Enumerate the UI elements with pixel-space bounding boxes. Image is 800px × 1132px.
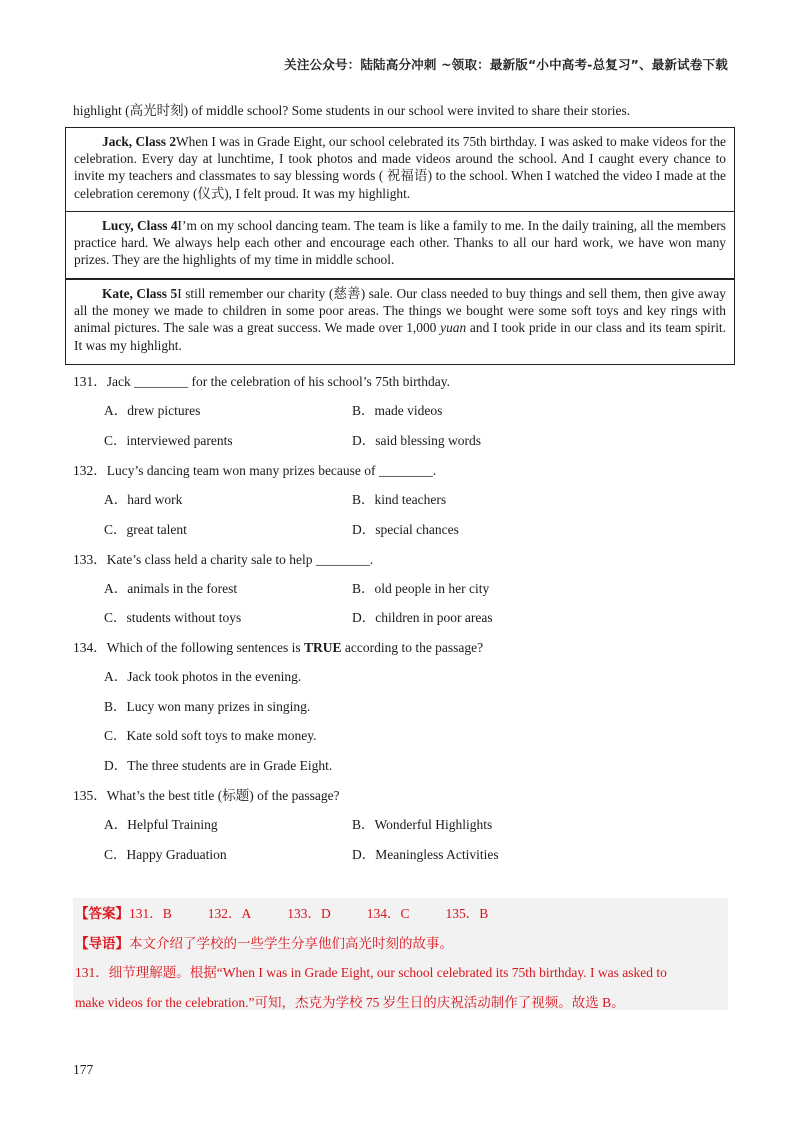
answer-explanation-line-1: 131．细节理解题。根据“When I was in Grade Eight, our school celebrated its 75th birthday. I was asked to — [75, 965, 667, 980]
option-135-b[interactable]: B．Wonderful Highlights — [352, 817, 493, 832]
story-text: I’m on my school dancing team. The team is like a family to me. In the daily training, all the members practice hard. We always help each other and encourage each other. Thanks to all our hard work, we have won many prizes. They are the highlights of my time in middle school. — [74, 218, 726, 268]
option-133-b[interactable]: B．old people in her city — [352, 581, 490, 596]
answer-label: 【答案】 — [75, 906, 129, 921]
option-131-d[interactable]: D．said blessing words — [352, 433, 481, 448]
story-text-end: and I took pride in our class and its team spirit. It was my highlight. — [74, 320, 726, 353]
story-name: Lucy, Class 4 — [102, 218, 178, 233]
question-133: 133．Kate’s class held a charity sale to help ________. — [73, 552, 374, 567]
answer-explanation-line-2: make videos for the celebration.”可知，杰克为学校 75 岁生日的庆祝活动制作了视频。故选 B。 — [75, 995, 625, 1010]
option-132-d[interactable]: D．special chances — [352, 522, 459, 537]
option-135-d[interactable]: D．Meaningless Activities — [352, 847, 499, 862]
question-132: 132．Lucy’s dancing team won many prizes because of ________. — [73, 463, 437, 478]
currency-word: yuan — [440, 320, 467, 336]
option-131-c[interactable]: C．interviewed parents — [104, 433, 233, 448]
option-134-d[interactable]: D．The three students are in Grade Eight. — [104, 758, 333, 773]
page-header: 关注公众号：陆陆高分冲刺 ~领取：最新版“小中高考-总复习”、最新试卷下载 — [284, 57, 728, 72]
option-133-d[interactable]: D．children in poor areas — [352, 610, 493, 625]
guide-label: 【导语】 — [75, 936, 129, 951]
story-text: When I was in Grade Eight, our school celebrated its 75th birthday. I was asked to make videos for the celebration. Every day at lunchtime, I took photos and made videos around the school. And I caught every chance to invite my teachers and classmates to say blessing words ( 祝福语) to the school. When I watched the video I made at the celebration ceremony (仪式), I felt proud. It was my highlight. — [74, 134, 726, 201]
answer-guide: 【导语】本文介绍了学校的一些学生分享他们高光时刻的故事。 — [75, 936, 453, 951]
story-text: I still remember our charity (慈善) sale. Our class needed to buy things and sell them, then give away all the money we made to children in some poor areas. The things we bought were some soft toys and key rings with animal pictures. The sale was a great success. We made over 1,000 — [74, 286, 726, 336]
option-134-a[interactable]: A．Jack took photos in the evening. — [104, 669, 302, 684]
option-135-a[interactable]: A．Helpful Training — [104, 817, 218, 832]
story-box-lucy — [65, 211, 735, 279]
option-135-c[interactable]: C．Happy Graduation — [104, 847, 227, 862]
option-132-c[interactable]: C．great talent — [104, 522, 187, 537]
option-131-b[interactable]: B．made videos — [352, 403, 443, 418]
question-135: 135．What’s the best title (标题) of the passage? — [73, 788, 340, 803]
true-keyword: TRUE — [303, 640, 342, 655]
story-box-kate — [65, 279, 735, 365]
page-number: 177 — [73, 1062, 94, 1077]
story-name: Kate, Class 5 — [102, 286, 178, 301]
option-132-a[interactable]: A．hard work — [104, 492, 183, 507]
story-box-jack — [65, 127, 735, 212]
option-131-a[interactable]: A．drew pictures — [104, 403, 201, 418]
option-134-c[interactable]: C．Kate sold soft toys to make money. — [104, 728, 317, 743]
option-133-a[interactable]: A．animals in the forest — [104, 581, 238, 596]
option-133-c[interactable]: C．students without toys — [104, 610, 242, 625]
question-134: 134．Which of the following sentences is TRUE according to the passage? — [73, 640, 484, 655]
intro-line: highlight (高光时刻) of middle school? Some students in our school were invited to share their stories. — [73, 103, 631, 118]
question-131: 131．Jack ________ for the celebration of his school’s 75th birthday. — [73, 374, 451, 389]
option-134-b[interactable]: B．Lucy won many prizes in singing. — [104, 699, 311, 714]
option-132-b[interactable]: B．kind teachers — [352, 492, 447, 507]
answer-key: 【答案】131．B 132．A 133．D 134．C 135．B — [75, 906, 489, 921]
story-name: Jack, Class 2 — [102, 134, 177, 149]
